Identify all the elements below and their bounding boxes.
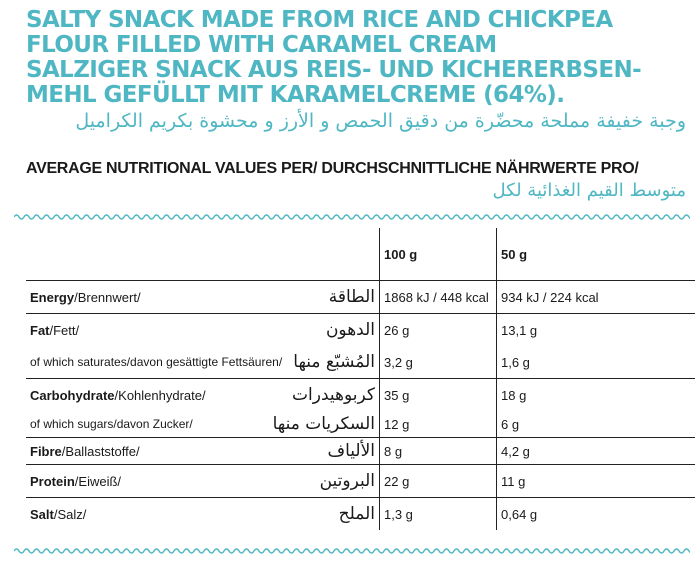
nutrient-name <box>30 355 282 369</box>
nutrient-name <box>30 388 206 403</box>
nutrient-name-bold: Salt <box>30 506 54 522</box>
nutrient-name <box>30 323 79 338</box>
nutrient-name-arabic: الألياف <box>327 441 375 461</box>
nutrient-name-bold: Carbohydrate <box>30 387 115 403</box>
nutrient-label-cell <box>26 314 380 347</box>
nutrient-name-rest: /Brennwert/ <box>74 289 141 305</box>
heading-line-3: SALZIGER SNACK AUS REIS- UND KICHERERBSEN- <box>26 57 642 83</box>
value-50g: 13,1 g <box>497 314 696 347</box>
table-row <box>26 281 695 314</box>
nutrient-name-bold: Protein <box>30 473 75 489</box>
value-100g: 12 g <box>380 411 497 438</box>
value-100g: 35 g <box>380 379 497 412</box>
nutrition-table <box>26 228 695 530</box>
value-50g: 934 kJ / 224 kcal <box>497 281 696 314</box>
nutrient-name-rest: of which saturates/davon gesättigte Fettsäuren/ <box>30 355 283 369</box>
nutrient-name-arabic: المُشبّع منها <box>293 352 375 372</box>
value-100g: 1868 kJ / 448 kcal <box>380 281 497 314</box>
nutrition-subheading <box>26 160 686 201</box>
table-row <box>26 379 695 412</box>
nutrient-label-cell <box>26 411 380 438</box>
nutrient-name <box>30 444 140 459</box>
nutrient-name <box>30 507 86 522</box>
subheading-en-de: AVERAGE NUTRITIONAL VALUES PER/ DURCHSCHNITTLICHE NÄHRWERTE PRO/ <box>26 160 639 177</box>
heading-line-2: FLOUR FILLED WITH CARAMEL CREAM <box>26 32 497 58</box>
nutrient-label-cell <box>26 346 380 379</box>
header-50g: 50 g <box>497 228 696 281</box>
heading-line-1: SALTY SNACK MADE FROM RICE AND CHICKPEA <box>26 7 613 33</box>
header-label-cell <box>26 228 380 281</box>
nutrient-label-cell <box>26 379 380 412</box>
wavy-divider-top <box>14 212 690 222</box>
nutrient-name-rest: /Kohlenhydrate/ <box>114 387 206 403</box>
value-50g: 18 g <box>497 379 696 412</box>
heading-arabic: وجبة خفيفة مملحة محضّرة من دقيق الحمص و الأرز و محشوة بكريم الكراميل <box>75 110 686 132</box>
value-50g: 4,2 g <box>497 438 696 465</box>
table-row <box>26 438 695 465</box>
nutrient-name-rest: /Eiweiß/ <box>74 473 122 489</box>
nutrient-name-arabic: الملح <box>338 504 375 524</box>
table-header-row <box>26 228 695 281</box>
nutrient-name-arabic: البروتين <box>319 471 375 491</box>
nutrient-name-arabic: كربوهيدرات <box>292 385 375 405</box>
header-100g: 100 g <box>380 228 497 281</box>
value-100g: 22 g <box>380 465 497 498</box>
nutrient-name-rest: /Salz/ <box>53 506 87 522</box>
table-row <box>26 465 695 498</box>
nutrient-name-arabic: الطاقة <box>328 287 375 307</box>
nutrient-label-cell <box>26 498 380 531</box>
nutrient-label-cell <box>26 281 380 314</box>
nutrient-name-bold: Energy <box>30 289 75 305</box>
value-50g: 11 g <box>497 465 696 498</box>
nutrient-name <box>30 417 193 431</box>
table-row <box>26 411 695 438</box>
subheading-arabic: متوسط القيم الغذائية لكل <box>492 180 686 201</box>
nutrient-label-cell <box>26 465 380 498</box>
nutrient-name-bold: Fibre <box>30 443 62 459</box>
value-100g: 1,3 g <box>380 498 497 531</box>
nutrient-name <box>30 474 121 489</box>
nutrient-name-rest: of which sugars/davon Zucker/ <box>30 417 193 431</box>
nutrient-name-arabic: الدهون <box>325 320 375 340</box>
nutrient-label-cell <box>26 438 380 465</box>
table-row <box>26 314 695 347</box>
nutrient-name <box>30 290 141 305</box>
table-row <box>26 498 695 531</box>
value-100g: 3,2 g <box>380 346 497 379</box>
nutrient-name-rest: /Ballaststoffe/ <box>61 443 140 459</box>
value-50g: 6 g <box>497 411 696 438</box>
table-row <box>26 346 695 379</box>
value-100g: 8 g <box>380 438 497 465</box>
product-description <box>26 8 686 133</box>
nutrient-name-bold: Fat <box>30 322 50 338</box>
value-50g: 0,64 g <box>497 498 696 531</box>
nutrient-name-rest: /Fett/ <box>49 322 80 338</box>
value-50g: 1,6 g <box>497 346 696 379</box>
value-100g: 26 g <box>380 314 497 347</box>
wavy-divider-bottom <box>14 546 690 556</box>
heading-line-4: MEHL GEFÜLLT MIT KARAMELCREME (64%). <box>26 82 565 108</box>
nutrient-name-arabic: السكريات منها <box>272 414 375 434</box>
